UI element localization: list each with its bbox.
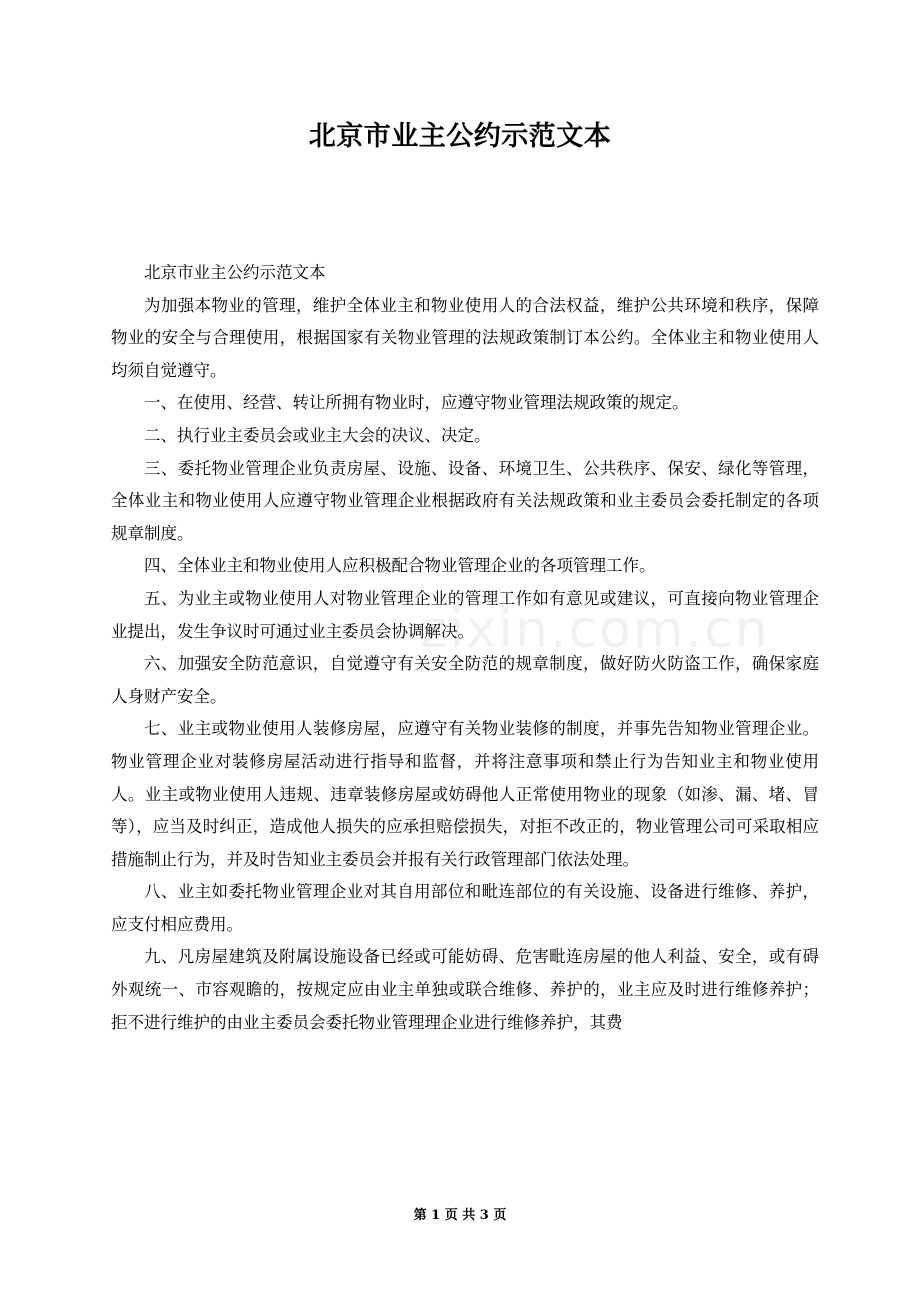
document-title: 北京市业主公约示范文本	[308, 121, 612, 152]
paragraph-clause-3: 三、委托物业管理企业负责房屋、设施、设备、环境卫生、公共秩序、保安、绿化等管理，全体业主和物业使用人应遵守物业管理企业根据政府有关法规政策和业主委员会委托制定的各项规章制度。	[111, 458, 819, 543]
paragraph-clause-6: 六、加强安全防范意识，自觉遵守有关安全防范的规章制度，做好防火防盗工作，确保家庭人身财产安全。	[111, 654, 819, 706]
paragraph-clause-9: 九、凡房屋建筑及附属设施设备已经或可能妨碍、危害毗连房屋的他人利益、安全，或有碍外观统一、市容观瞻的，按规定应由业主单独或联合维修、养护的，业主应及时进行维修养护；拒不进行维护的由业主委员会委托物业管理理企业进行维修养护，其费	[111, 947, 819, 1032]
paragraph-clause-8: 八、业主如委托物业管理企业对其自用部位和毗连部位的有关设施、设备进行维修、养护，应支付相应费用。	[111, 882, 819, 934]
page-footer: 第 1 页 共 3 页	[413, 1208, 507, 1223]
watermark-text: zixin.com.cn	[420, 600, 770, 660]
paragraph-preamble: 为加强本物业的管理，维护全体业主和物业使用人的合法权益，维护公共环境和秩序，保障物业的安全与合理使用，根据国家有关物业管理的法规政策制订本公约。全体业主和物业使用人均须自觉遵守。	[111, 295, 819, 380]
paragraph-clause-2: 二、执行业主委员会或业主大会的决议、决定。	[144, 425, 491, 445]
paragraph-clause-1: 一、在使用、经营、转让所拥有物业时，应遵守物业管理法规政策的规定。	[144, 393, 689, 413]
document-body	[111, 257, 819, 1039]
paragraph-clause-5: 五、为业主或物业使用人对物业管理企业的管理工作如有意见或建议，可直接向物业管理企业提出，发生争议时可通过业主委员会协调解决。	[111, 588, 819, 641]
paragraph-clause-7: 七、业主或物业使用人装修房屋，应遵守有关物业装修的制度，并事先告知物业管理企业。物业管理企业对装修房屋活动进行指导和监督，并将注意事项和禁止行为告知业主和物业使用人。业主或物业使用人违规、违章装修房屋或妨碍他人正常使用物业的现象（如渗、漏、堵、冒等），应当及时纠正，造成他人损失的应承担赔偿损失，对拒不改正的，物业管理公司可采取相应措施制止行为，并及时告知业主委员会并报有关行政管理部门依法处理。	[111, 719, 819, 869]
paragraph-clause-4: 四、全体业主和物业使用人应积极配合物业管理企业的各项管理工作。	[144, 556, 656, 576]
paragraph-heading: 北京市业主公约示范文本	[144, 263, 326, 282]
